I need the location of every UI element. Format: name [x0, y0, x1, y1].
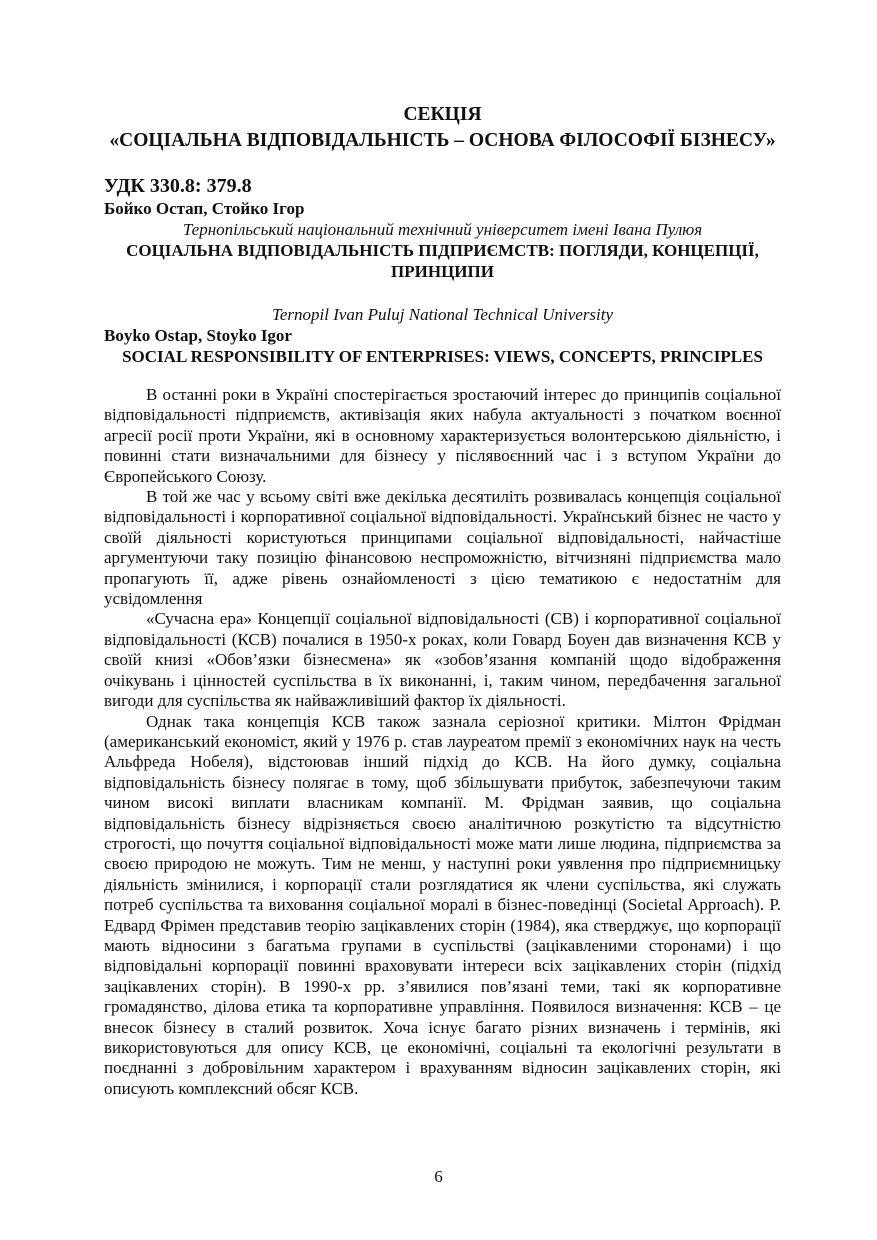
- udk-code: УДК 330.8: 379.8: [104, 175, 252, 197]
- paragraph: В останні роки в Україні спостерігається зростаючий інтерес до принципів соціальної відповідальності підприємств, активізація яких набула актуальності з початком воєнної агресії росії проти України, які в основному характеризується волонтерською діяльністю, і повинні стати визначальними для бізнесу у післявоєнний час і з вступом України до Європейського Союзу.: [104, 385, 781, 486]
- article-title-ua: СОЦІАЛЬНА ВІДПОВІДАЛЬНІСТЬ ПІДПРИЄМСТВ: ПОГЛЯДИ, КОНЦЕПЦІЇ, ПРИНЦИПИ: [126, 241, 759, 281]
- section-title: «СОЦІАЛЬНА ВІДПОВІДАЛЬНІСТЬ – ОСНОВА ФІЛОСОФІЇ БІЗНЕСУ»: [109, 130, 776, 151]
- affiliation-ua: Тернопільський національний технічний університет імені Івана Пулюя: [182, 220, 703, 239]
- authors-ua: Бойко Остап, Стойко Ігор: [104, 199, 305, 218]
- section-label: СЕКЦІЯ: [403, 104, 482, 125]
- paragraph: «Сучасна ера» Концепції соціальної відповідальності (СВ) і корпоративної соціальної відповідальності (КСВ) почалися в 1950-х роках, коли Говард Боуен дав визначення КСВ у своїй книзі «Обов’язки бізнесмена» як «зобов’язання компаній щодо відображення очікувань і цінностей суспільства в їх виконанні, і, таким чином, передбачення загальної вигоди для суспільства як найважливіший фактор їх діяльності.: [104, 609, 781, 711]
- affiliation-en: Ternopil Ivan Puluj National Technical University: [271, 305, 614, 324]
- section-heading: [104, 102, 781, 154]
- article-body: [104, 385, 781, 1099]
- paragraph: В той же час у всьому світі вже декілька десятиліть розвивалась концепція соціальної відповідальності і корпоративної соціальної відповідальності. Український бізнес не часто у своїй діяльності користуються принципами соціальної відповідальності, найчастіше аргументуючи таку позицію фінансовою неспроможністю, вітчизняні підприємства мало пропагують її, адже рівень ознайомленості з цією тематикою є недостатнім для усвідомлення: [104, 487, 781, 609]
- article-title-en: SOCIAL RESPONSIBILITY OF ENTERPRISES: VIEWS, CONCEPTS, PRINCIPLES: [122, 347, 763, 366]
- authors-en: Boyko Ostap, Stoyko Igor: [104, 326, 292, 345]
- paragraph: Однак така концепція КСВ також зазнала серіозної критики. Мілтон Фрідман (американський економіст, який у 1976 р. став лауреатом премії з економічних наук на честь Альфреда Нобеля), відстоював інший підхід до КСВ. На його думку, соціальна відповідальність бізнесу полягає в тому, щоб збільшувати прибуток, забезпечуючи таким чином високі виплати власникам компанії. М. Фрідман заявив, що соціальна відповідальність бізнесу відрізняється своєю аналітичною розкутістю та відсутністю строгості, що почуття соціальної відповідальності може мати лише людина, підприємства за своєю природою не можуть. Тим не менш, у наступні роки уявлення про підприємницьку діяльність змінилися, і корпорації стали розглядатися як члени суспільства, які служать потреб суспільства та виховання соціальної моралі в бізнес-поведінці (Societal Approach). Р. Едвард Фрімен представив теорію зацікавлених сторін (1984), яка стверджує, що корпорації мають відносини з багатьма групами в суспільстві (зацікавленими сторонами) і що відповідальні корпорації повинні враховувати інтереси всіх зацікавлених сторін (підхід зацікавлених сторін). В 1990-х рр. з’явилися пов’язані теми, такі як корпоративне громадянство, ділова етика та корпоративне управління. Появилося визначення: КСВ – це внесок бізнесу в сталий розвиток. Хоча існує багато різних визначень і термінів, які використовуються для опису КСВ, це економічні, соціальні та екологічні результати в поєднанні з добровільним характером і врахуванням відносин зацікавлених сторін, які описують комплексний обсяг КСВ.: [104, 711, 781, 1098]
- page-number: 6: [434, 1167, 443, 1186]
